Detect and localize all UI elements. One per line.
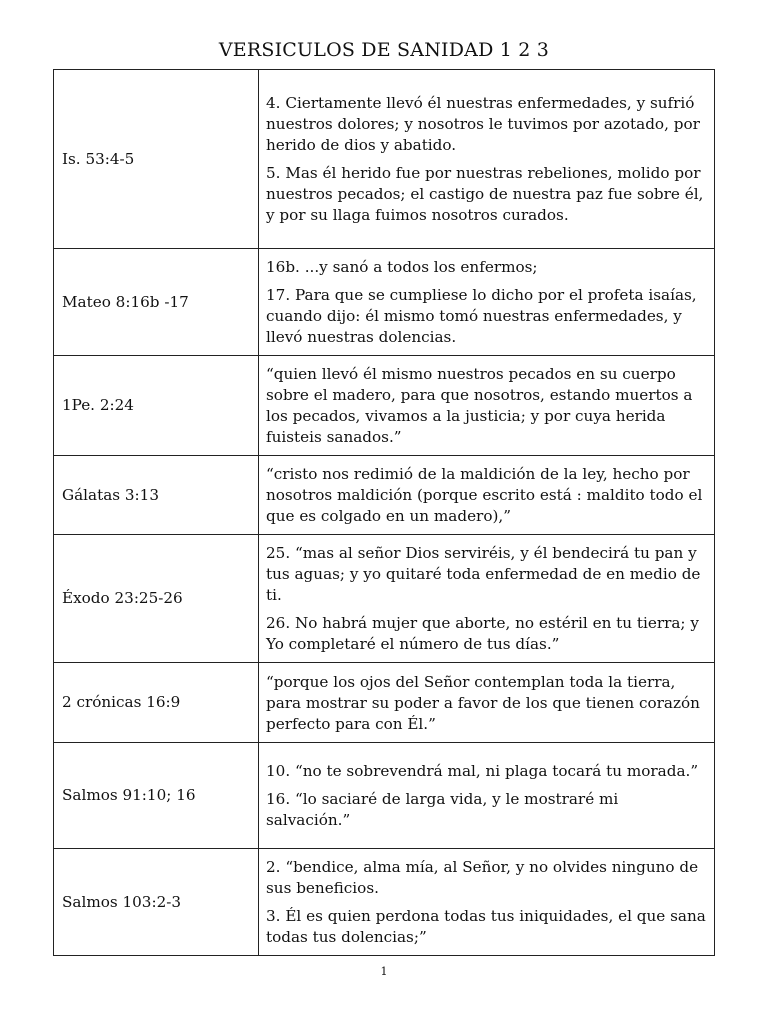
verse-paragraph: “porque los ojos del Señor contemplan toda la tierra, para mostrar su poder a favor de los que tienen corazón perfecto para con Él.” — [266, 672, 700, 733]
verses-table — [53, 69, 715, 956]
verse-text-cell — [259, 535, 715, 663]
verse-paragraph: 2. “bendice, alma mía, al Señor, y no olvides ninguno de sus beneficios. — [266, 858, 699, 897]
verse-reference: 1Pe. 2:24 — [54, 356, 259, 456]
verse-paragraph: 16b. ...y sanó a todos los enfermos; — [266, 258, 538, 276]
table-row — [54, 535, 715, 663]
verse-reference: Mateo 8:16b -17 — [54, 249, 259, 356]
table-row — [54, 456, 715, 535]
verse-text-cell — [259, 849, 715, 956]
verse-paragraph: 3. Él es quien perdona todas tus iniquidades, el que sana todas tus dolencias;” — [266, 907, 706, 946]
verse-text-cell — [259, 249, 715, 356]
verse-paragraph: “cristo nos redimió de la maldición de la ley, hecho por nosotros maldición (porque escrito está : maldito todo el que es colgado en un madero),” — [266, 465, 703, 525]
verse-paragraph: “quien llevó él mismo nuestros pecados en su cuerpo sobre el madero, para que nosotros, estando muertos a los pecados, vivamos a la justicia; y por cuya herida fuisteis sanados.” — [266, 365, 693, 446]
table-row — [54, 70, 715, 249]
verse-paragraph: 5. Mas él herido fue por nuestras rebeliones, molido por nuestros pecados; el castigo de nuestra paz fue sobre él, y por su llaga fuimos nosotros curados. — [266, 164, 704, 224]
verse-paragraph: 17. Para que se cumpliese lo dicho por el profeta isaías, cuando dijo: él mismo tomó nuestras enfermedades, y llevó nuestras dolencias. — [266, 286, 697, 346]
table-row — [54, 849, 715, 956]
verse-text-cell — [259, 456, 715, 535]
verse-reference: Salmos 91:10; 16 — [54, 743, 259, 849]
verse-text-cell — [259, 70, 715, 249]
table-row — [54, 356, 715, 456]
verse-paragraph: 10. “no te sobrevendrá mal, ni plaga tocará tu morada.” — [266, 762, 699, 780]
verse-reference: Salmos 103:2-3 — [54, 849, 259, 956]
table-row — [54, 249, 715, 356]
table-row — [54, 743, 715, 849]
verse-paragraph: 26. No habrá mujer que aborte, no estéril en tu tierra; y Yo completaré el número de tus días.” — [266, 614, 699, 653]
verse-reference: Éxodo 23:25-26 — [54, 535, 259, 663]
table-row — [54, 663, 715, 743]
verse-text-cell — [259, 356, 715, 456]
verse-text-cell — [259, 743, 715, 849]
verse-text-cell — [259, 663, 715, 743]
verse-paragraph: 4. Ciertamente llevó él nuestras enfermedades, y sufrió nuestros dolores; y nosotros le tuvimos por azotado, por herido de dios y abatido. — [266, 94, 700, 154]
page-title: VERSICULOS DE SANIDAD 1 2 3 — [218, 39, 550, 61]
verse-reference: Is. 53:4-5 — [54, 70, 259, 249]
page-number: 1 — [380, 965, 388, 978]
verse-reference: Gálatas 3:13 — [54, 456, 259, 535]
verse-paragraph: 16. “lo saciaré de larga vida, y le mostraré mi salvación.” — [266, 790, 619, 829]
verse-paragraph: 25. “mas al señor Dios serviréis, y él bendecirá tu pan y tus aguas; y yo quitaré toda enfermedad de en medio de ti. — [266, 544, 701, 604]
verse-reference: 2 crónicas 16:9 — [54, 663, 259, 743]
